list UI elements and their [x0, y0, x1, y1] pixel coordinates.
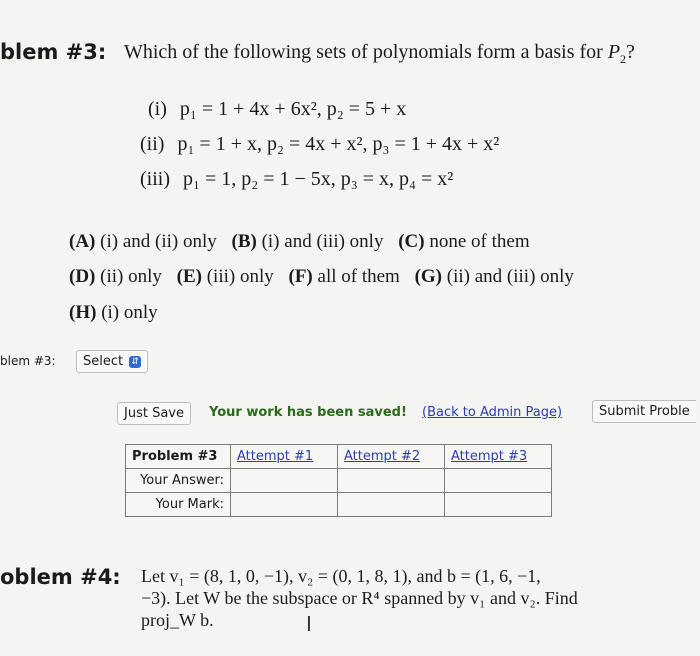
choices-row-1 — [69, 231, 530, 253]
choice-g: (G) (ii) and (iii) only — [414, 266, 574, 287]
back-to-admin-link[interactable]: (Back to Admin Page) — [422, 405, 563, 420]
mark-cell — [338, 493, 445, 517]
space-sub: 2 — [620, 52, 627, 66]
choices-row-3 — [69, 302, 158, 324]
select-value: Select — [83, 354, 124, 369]
row-label-mark: Your Mark: — [126, 493, 231, 517]
choice-h: (H) (i) only — [69, 302, 158, 323]
set-i — [148, 98, 406, 121]
mark-cell — [445, 493, 552, 517]
problem-4-header: oblem #4: — [0, 565, 121, 589]
answer-select[interactable] — [76, 350, 148, 373]
problem-4-line-1: Let v₁ = (8, 1, 0, −1), v₂ = (0, 1, 8, 1), and b = (1, 6, −1, — [141, 566, 541, 586]
set-label: (ii) — [140, 133, 165, 155]
table-header-problem: Problem #3 — [126, 445, 231, 469]
choice-f: (F) all of them — [288, 266, 400, 287]
mark-cell — [231, 493, 338, 517]
problem-3-question — [124, 41, 635, 64]
set-label: (iii) — [140, 168, 170, 190]
choice-b: (B) (i) and (iii) only — [231, 231, 384, 252]
attempt-2-link[interactable]: Attempt #2 — [338, 445, 445, 469]
answer-cell — [231, 469, 338, 493]
just-save-button[interactable]: Just Save — [117, 402, 191, 425]
choice-d: (D) (ii) only — [69, 266, 162, 287]
set-expr: p₁ = 1 + x, p₂ = 4x + x², p₃ = 1 + 4x + x² — [177, 133, 500, 155]
row-label-answer: Your Answer: — [126, 469, 231, 493]
set-label: (i) — [148, 98, 167, 120]
attempt-1-link[interactable]: Attempt #1 — [231, 445, 338, 469]
set-expr: p₁ = 1, p₂ = 1 − 5x, p₃ = x, p₄ = x² — [183, 168, 454, 190]
space-tail: ? — [626, 41, 635, 63]
set-ii — [140, 133, 499, 156]
chevron-updown-icon: ⇵ — [129, 356, 141, 368]
saved-message: Your work has been saved! — [209, 405, 407, 420]
problem-4-line-2: −3). Let W be the subspace or R⁴ spanned by v₁ and v₂. Find — [141, 588, 578, 608]
answer-label: blem #3: — [0, 354, 56, 368]
problem-4-line-3: proj_W b. — [141, 610, 214, 630]
submit-button[interactable]: Submit Proble — [592, 400, 696, 423]
question-text: Which of the following sets of polynomials form a basis for — [124, 41, 603, 63]
set-iii — [140, 168, 453, 191]
set-expr: p₁ = 1 + 4x + 6x², p₂ = 5 + x — [179, 98, 407, 120]
table-header-row — [126, 445, 552, 469]
attempts-table — [125, 444, 552, 517]
choice-a: (A) (i) and (ii) only — [69, 231, 217, 252]
answer-cell — [338, 469, 445, 493]
space-symbol: P — [607, 41, 621, 63]
choices-row-2 — [69, 266, 574, 288]
text-cursor-icon: I — [306, 612, 312, 636]
answer-cell — [445, 469, 552, 493]
attempt-3-link[interactable]: Attempt #3 — [445, 445, 552, 469]
table-row-answer — [126, 469, 552, 493]
problem-3-header: blem #3: — [0, 40, 107, 64]
choice-e: (E) (iii) only — [176, 266, 274, 287]
table-row-mark — [126, 493, 552, 517]
choice-c: (C) none of them — [398, 231, 530, 252]
